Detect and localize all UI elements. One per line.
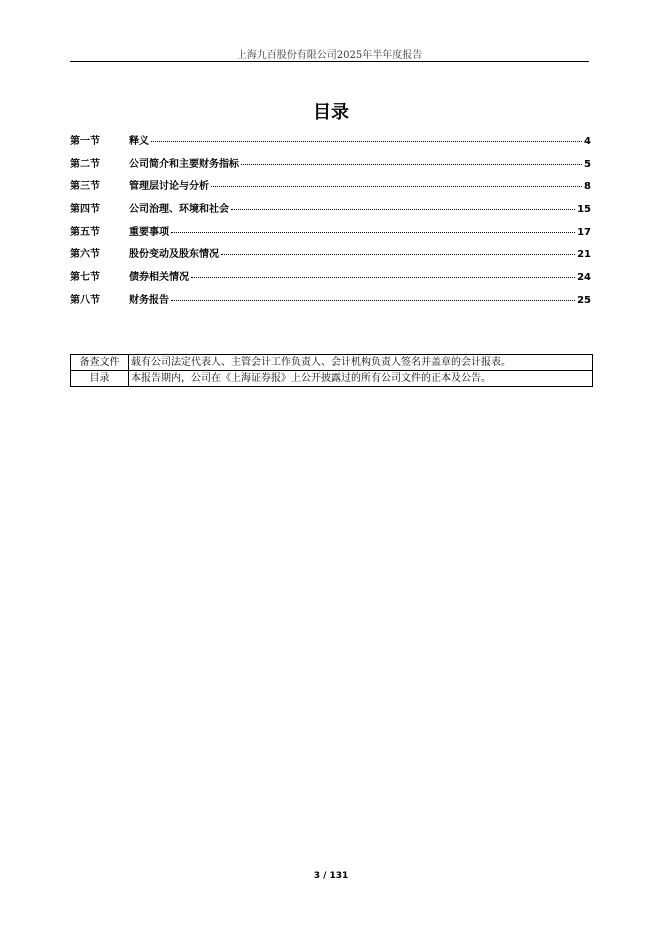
toc-page-number: 15 [577,204,591,216]
toc-section-number: 第一节 [70,136,100,147]
toc-section-title: 财务报告 [129,294,169,306]
toc-entry[interactable] [70,223,591,246]
toc-page-number: 8 [584,181,591,193]
category-cell-top: 备查文件 [71,355,129,371]
toc-entry[interactable] [70,132,591,155]
toc-leader-dots [211,186,582,187]
toc-leader-dots [151,141,582,142]
toc-section-title: 公司简介和主要财务指标 [129,158,239,170]
table-of-contents [70,132,591,314]
page-title: 目录 [313,102,349,123]
toc-entry[interactable] [70,200,591,223]
toc-leader-dots [171,300,575,301]
toc-section-number: 第三节 [70,181,100,193]
reference-item: 载有公司法定代表人、主管会计工作负责人、会计机构负责人签名并盖章的会计报表。 [129,355,593,371]
toc-page-number: 24 [577,272,591,284]
page-number: 3 / 131 [313,871,349,881]
toc-leader-dots [241,164,582,165]
toc-section-title: 释义 [129,136,149,147]
toc-section-number: 第六节 [70,249,100,261]
toc-section-number: 第八节 [70,294,100,306]
toc-section-title: 管理层讨论与分析 [129,181,209,193]
toc-page-number: 21 [577,249,591,261]
toc-section-title: 债券相关情况 [129,272,189,284]
toc-entry[interactable] [70,177,591,200]
toc-entry[interactable] [70,291,591,314]
toc-section-number: 第五节 [70,226,100,238]
toc-entry[interactable] [70,268,591,291]
reference-documents-table [70,354,593,387]
header-divider [70,61,589,62]
toc-section-title: 股份变动及股东情况 [129,249,219,261]
toc-entry[interactable] [70,245,591,268]
toc-page-number: 25 [577,294,591,306]
toc-leader-dots [171,232,575,233]
reference-item: 本报告期内，公司在《上海证券报》上公开披露过的所有公司文件的正本及公告。 [129,371,593,387]
toc-entry[interactable] [70,155,591,178]
toc-section-title: 重要事项 [129,226,169,238]
category-cell-bottom: 目录 [71,371,129,387]
toc-section-number: 第二节 [70,158,100,170]
page-header: 上海九百股份有限公司2025年半年度报告 [236,50,423,61]
toc-page-number: 17 [577,226,591,238]
toc-leader-dots [191,277,575,278]
toc-leader-dots [221,254,575,255]
toc-leader-dots [231,209,575,210]
toc-page-number: 5 [584,158,591,170]
table-row [71,371,593,387]
toc-section-number: 第七节 [70,272,100,284]
toc-section-number: 第四节 [70,204,100,216]
table-row [71,355,593,371]
toc-section-title: 公司治理、环境和社会 [129,204,229,216]
toc-page-number: 4 [584,136,591,147]
